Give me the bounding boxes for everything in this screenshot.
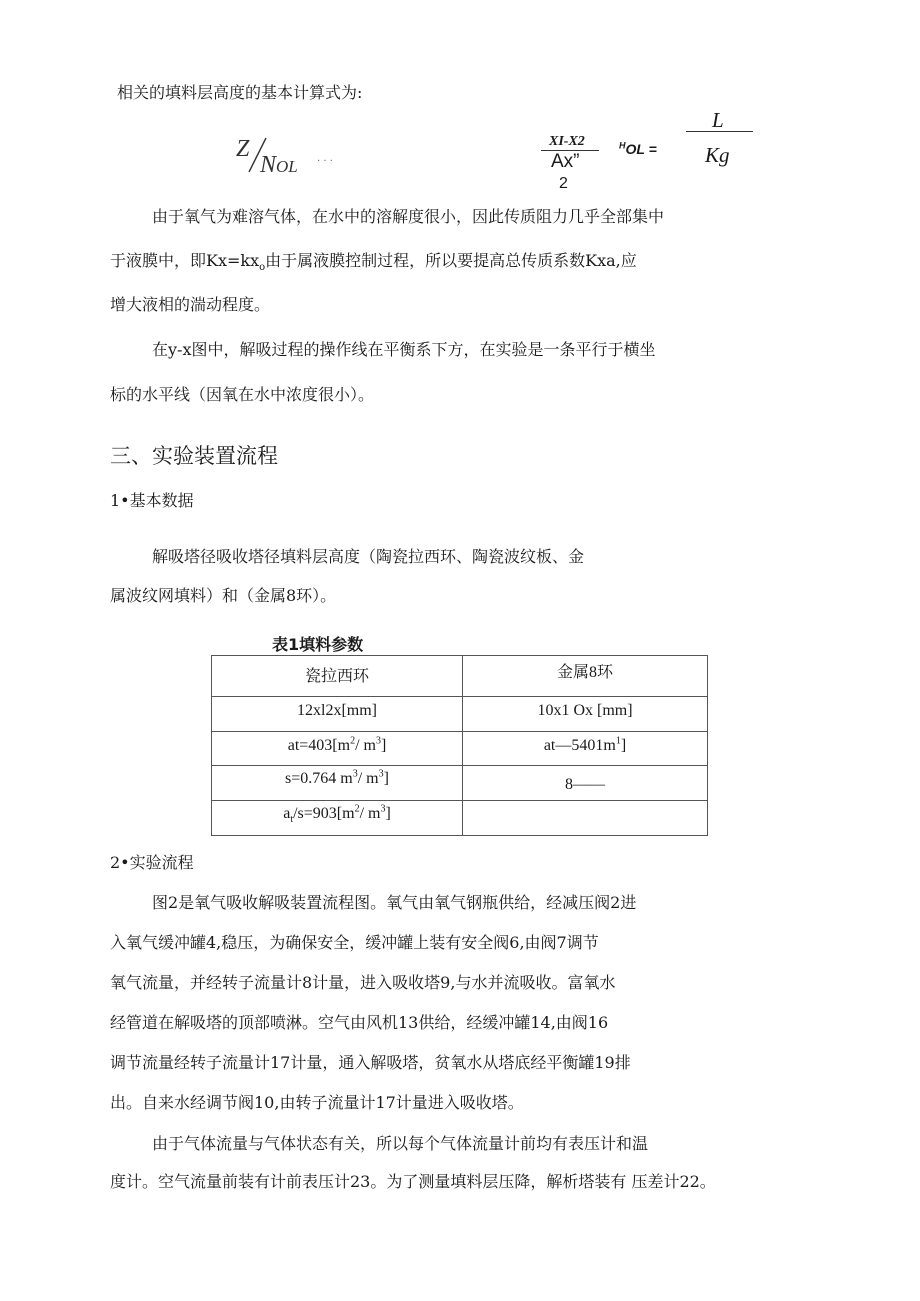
subsection-experiment-flow: 2•实验流程: [110, 853, 194, 872]
table-header-row: [212, 656, 708, 697]
table-cell: $a_t/s=903[m^2/$ $m^3$]: [212, 801, 463, 836]
fraction-numerator: XI-X2: [549, 134, 585, 149]
para3-line2: 属波纹网填料）和（金属8环）。: [110, 586, 337, 605]
table-cell: $at—5401m^1$]: [463, 732, 708, 766]
table-cell: $at=403[m^2/$ $m^3$]: [212, 732, 463, 766]
para2-line1: 在y-x图中，解吸过程的操作线在平衡系下方，在实验是一条平行于横坐: [152, 340, 656, 359]
formula-clipped-mark: 2: [559, 175, 568, 189]
para5-line1: 由于气体流量与气体状态有关，所以每个气体流量计前均有表压计和温: [152, 1134, 649, 1153]
fraction-denominator: Ax”: [551, 151, 580, 172]
table-cell: [463, 801, 708, 836]
table-header-cell: 金属8环: [463, 656, 708, 697]
section-heading: 三、实验装置流程: [110, 444, 278, 468]
para3-line1: 解吸塔径吸收塔径填料层高度（陶瓷拉西环、陶瓷波纹板、金: [152, 547, 585, 566]
formula-z: Z: [236, 136, 250, 162]
table-row: [212, 697, 708, 732]
para1-line3: 增大液相的湍动程度。: [110, 295, 271, 314]
table-caption: 表1填料参数: [272, 635, 364, 654]
formula-dots: · · ·: [317, 156, 333, 167]
hol-fraction-bar: [686, 131, 753, 132]
para1-line2: 于液膜中，即$Kx=kx_o$由于属液膜控制过程，所以要提高总传质系数Kxa,应: [110, 251, 637, 274]
table-row: [212, 732, 708, 766]
para4-line3: 氧气流量，并经转子流量计8计量，进入吸收塔9,与水并流吸收。富氧水: [110, 973, 616, 992]
hol-numerator: L: [712, 108, 724, 132]
table-cell: 8——: [463, 766, 708, 801]
hol-label: $^H$OL =: [619, 140, 657, 157]
para4-line2: 入氧气缓冲罐4,稳压，为确保安全，缓冲罐上装有安全阀6,由阀7调节: [110, 933, 599, 952]
intro-text: 相关的填料层高度的基本计算式为:: [117, 83, 363, 102]
table-row: [212, 766, 708, 801]
formula-n: NOL: [260, 152, 298, 178]
para4-line4: 经管道在解吸塔的顶部喷淋。空气由风机13供给，经缓冲罐14,由阀16: [110, 1013, 609, 1032]
packing-parameters-table: [211, 655, 708, 836]
para2-line2: 标的水平线（因氧在水中浓度很小）。: [110, 385, 375, 404]
para1-line1: 由于氧气为难溶气体，在水中的溶解度很小，因此传质阻力几乎全部集中: [152, 207, 665, 226]
table-cell: 12xl2x[mm]: [212, 697, 463, 732]
table-header-cell: 瓷拉西环: [212, 656, 463, 697]
para4-line1: 图2是氧气吸收解吸装置流程图。氧气由氧气钢瓶供给，经减压阀2进: [152, 893, 637, 912]
para4-line5: 调节流量经转子流量计17计量，通入解吸塔，贫氧水从塔底经平衡罐19排: [110, 1053, 631, 1072]
table-cell: 10x1 Ox [mm]: [463, 697, 708, 732]
subsection-basic-data: 1•基本数据: [110, 491, 194, 510]
table-row: [212, 801, 708, 836]
hol-denominator: Kg: [705, 143, 730, 167]
para4-line6: 出。自来水经调节阀10,由转子流量计17计量进入吸收塔。: [110, 1093, 524, 1112]
para5-line2: 度计。空气流量前装有计前表压计23。为了测量填料层压降，解析塔装有 压差计22。: [110, 1172, 716, 1191]
table-cell: s=0.764 $m^3/$ $m^3$]: [212, 766, 463, 801]
